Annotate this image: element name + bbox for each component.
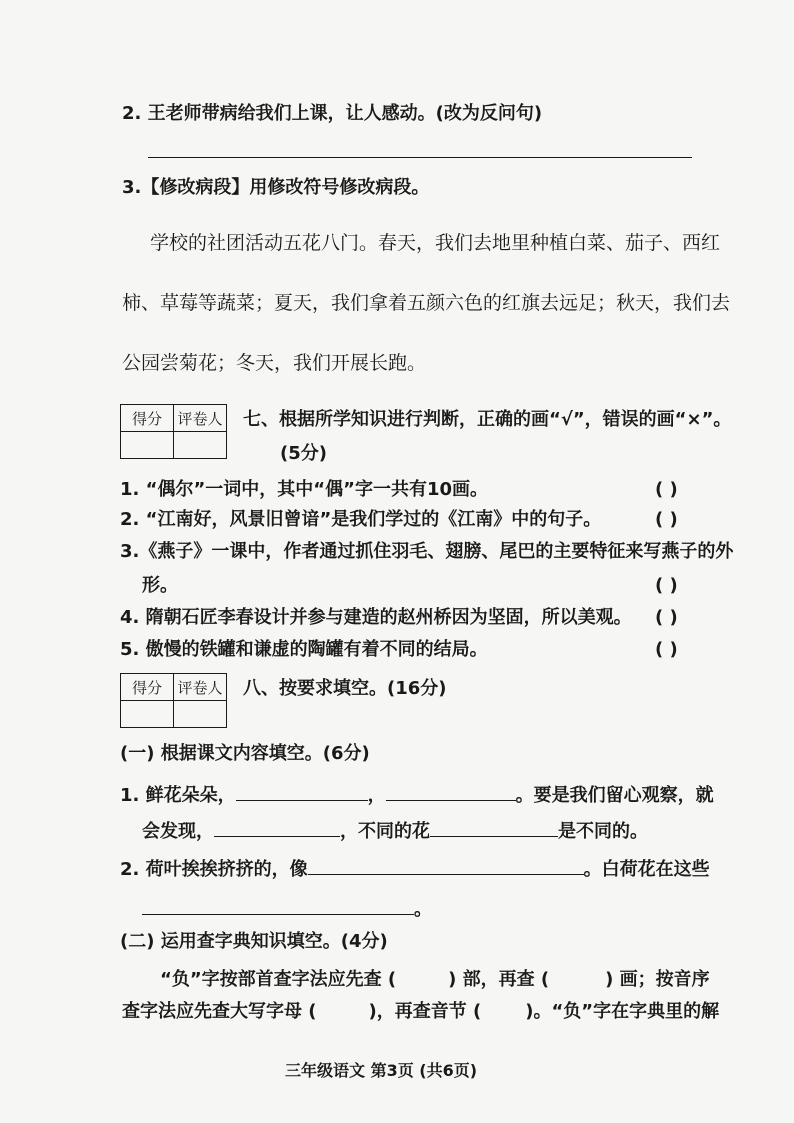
fill-q2-b: 。白荷花在这些 bbox=[583, 859, 710, 880]
score-cell[interactable] bbox=[121, 432, 174, 459]
judge-item-3: 3.《燕子》一课中，作者通过抓住羽毛、翅膀、尾巴的主要特征来写燕子的外 bbox=[120, 541, 734, 562]
fill-q2-c: 。 bbox=[414, 899, 432, 920]
fill-q2-a: 2. 荷叶挨挨挤挤的，像 bbox=[120, 859, 308, 880]
section7-points: (5分) bbox=[280, 443, 327, 464]
blank-2[interactable] bbox=[386, 782, 516, 801]
score-box-section8 bbox=[120, 673, 227, 728]
section7-title: 七、根据所学知识进行判断，正确的画“√”，错误的画“×”。 bbox=[243, 409, 732, 430]
part1-title: (一) 根据课文内容填空。(6分) bbox=[120, 743, 370, 764]
dict-1b: ) 部，再查 ( bbox=[448, 969, 550, 990]
fill-q1-b: ， bbox=[367, 785, 386, 806]
fill-q1-c: 。要是我们留心观察，就 bbox=[515, 785, 714, 806]
part2-title: (二) 运用查字典知识填空。(4分) bbox=[120, 931, 388, 952]
q3-line-3: 公园尝菊花；冬天，我们开展长跑。 bbox=[122, 352, 427, 374]
judge-paren-1[interactable]: ( ) bbox=[655, 479, 678, 500]
reviewer-cell[interactable] bbox=[174, 432, 227, 459]
reviewer-cell[interactable] bbox=[174, 701, 227, 728]
fill-q1-f: 是不同的。 bbox=[558, 821, 648, 842]
page-footer: 三年级语文 第3页 (共6页) bbox=[285, 1061, 478, 1080]
reviewer-label: 评卷人 bbox=[174, 674, 227, 701]
dict-1a: “负”字按部首查字法应先查 ( bbox=[160, 969, 397, 990]
blank-1[interactable] bbox=[236, 782, 368, 801]
judge-item-4: 4. 隋朝石匠李春设计并参与建造的赵州桥因为坚固，所以美观。 bbox=[120, 607, 632, 628]
fill-q1-a: 1. 鲜花朵朵， bbox=[120, 785, 236, 806]
judge-paren-3[interactable]: ( ) bbox=[655, 575, 678, 596]
dict-2a: 查字法应先查大写字母 ( bbox=[122, 1001, 317, 1022]
fill-q2-line2 bbox=[142, 896, 432, 922]
q2-text: 2. 王老师带病给我们上课，让人感动。(改为反问句) bbox=[122, 103, 543, 124]
score-label: 得分 bbox=[121, 405, 174, 432]
blank-6[interactable] bbox=[142, 896, 414, 915]
judge-item-3-cont: 形。 bbox=[142, 575, 178, 596]
dict-2b: )，再查音节 ( bbox=[368, 1001, 482, 1022]
dict-1c: ) 画；按音序 bbox=[605, 969, 710, 990]
dict-2c: )。“负”字在字典里的解 bbox=[525, 1001, 720, 1022]
judge-paren-2[interactable]: ( ) bbox=[655, 509, 678, 530]
judge-paren-5[interactable]: ( ) bbox=[655, 639, 678, 660]
judge-paren-4[interactable]: ( ) bbox=[655, 607, 678, 628]
score-cell[interactable] bbox=[121, 701, 174, 728]
dict-line-2 bbox=[122, 1000, 719, 1024]
score-label: 得分 bbox=[121, 674, 174, 701]
reviewer-label: 评卷人 bbox=[174, 405, 227, 432]
q3-line-1: 学校的社团活动五花八门。春天，我们去地里种植白菜、茄子、西红 bbox=[150, 232, 721, 254]
judge-item-5: 5. 傲慢的铁罐和谦虚的陶罐有着不同的结局。 bbox=[120, 639, 488, 660]
fill-q2-line1 bbox=[120, 856, 710, 882]
fill-q1-line1 bbox=[120, 782, 714, 808]
fill-q1-d: 会发现， bbox=[142, 821, 214, 842]
blank-4[interactable] bbox=[430, 818, 558, 837]
judge-item-1: 1. “偶尔”一词中，其中“偶”字一共有10画。 bbox=[120, 479, 488, 500]
blank-5[interactable] bbox=[308, 856, 584, 875]
judge-item-2: 2. “江南好，风景旧曾谙”是我们学过的《江南》中的句子。 bbox=[120, 509, 602, 530]
q3-line-2: 柿、草莓等蔬菜；夏天，我们拿着五颜六色的红旗去远足；秋天，我们去 bbox=[122, 292, 731, 314]
q3-title: 3.【修改病段】用修改符号修改病段。 bbox=[122, 177, 430, 198]
dict-line-1 bbox=[160, 968, 710, 992]
fill-q1-line2 bbox=[142, 818, 648, 844]
q2-answer-line[interactable] bbox=[148, 157, 692, 158]
section8-title: 八、按要求填空。(16分) bbox=[243, 678, 447, 699]
score-box-section7 bbox=[120, 404, 227, 459]
fill-q1-e: ，不同的花 bbox=[340, 821, 430, 842]
blank-3[interactable] bbox=[214, 818, 340, 837]
